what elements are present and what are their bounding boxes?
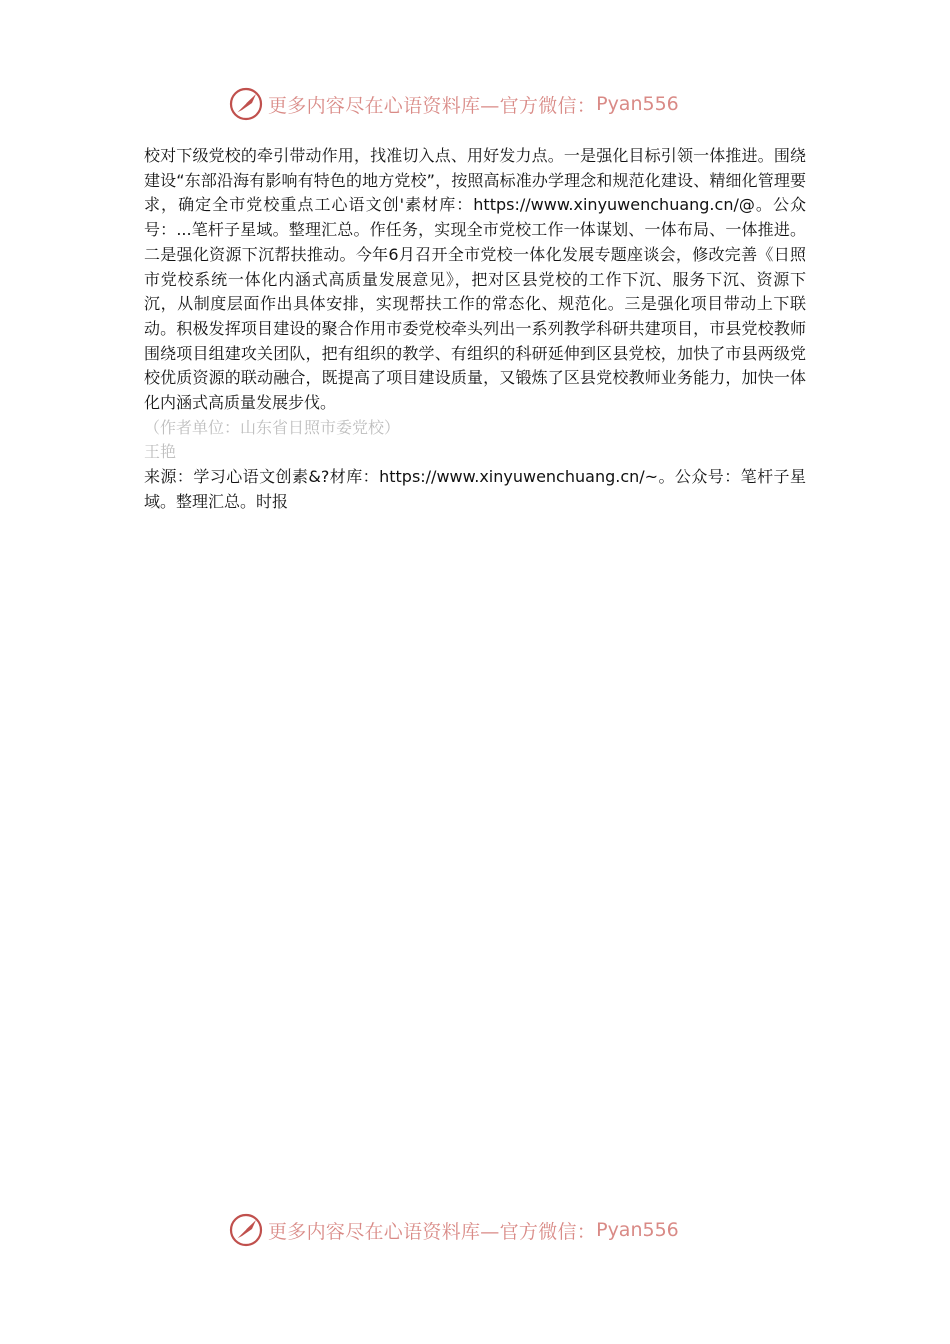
banner-text: 更多内容尽在心语资料库—官方微信： [268, 94, 597, 117]
author-name: 王艳 [144, 442, 177, 462]
article-content [144, 144, 806, 515]
banner-text: 更多内容尽在心语资料库—官方微信： [268, 1220, 597, 1243]
header-banner [228, 84, 728, 124]
source-note: 来源：学习心语文创素&?材库：https://www.xinyuwenchuang.cn/~。公众号：笔杆子星域。整理汇总。时报 [144, 467, 806, 511]
banner-wechat-id: Pyan556 [596, 93, 679, 115]
author-affiliation: （作者单位：山东省日照市委党校） [144, 417, 401, 437]
footer-banner [228, 1210, 728, 1250]
banner-wechat-id: Pyan556 [596, 1219, 679, 1241]
quill-logo-icon [228, 1212, 264, 1248]
article-body: 校对下级党校的牵引带动作用，找准切入点、用好发力点。一是强化目标引领一体推进。围绕建设“东部沿海有影响有特色的地方党校”，按照高标准办学理念和规范化建设、精细化管理要求，确定全市党校重点工心语文创'素材库：https://www.xinyuwenchuang.cn/@。公众号：...笔杆子星域。整理汇总。作任务，实现全市党校工作一体谋划、一体布局、一体推进。二是强化资源下沉帮扶推动。今年6月召开全市党校一体化发展专题座谈会，修改完善《日照市党校系统一体化内涵式高质量发展意见》，把对区县党校的工作下沉、服务下沉、资源下沉，从制度层面作出具体安排，实现帮扶工作的常态化、规范化。三是强化项目带动上下联动。积极发挥项目建设的聚合作用市委党校牵头列出一系列教学科研共建项目，市县党校教师围绕项目组建攻关团队，把有组织的教学、有组织的科研延伸到区县党校，加快了市县两级党校优质资源的联动融合，既提高了项目建设质量，又锻炼了区县党校教师业务能力，加快一体化内涵式高质量发展步伐。 [144, 146, 806, 413]
quill-logo-icon [228, 86, 264, 122]
